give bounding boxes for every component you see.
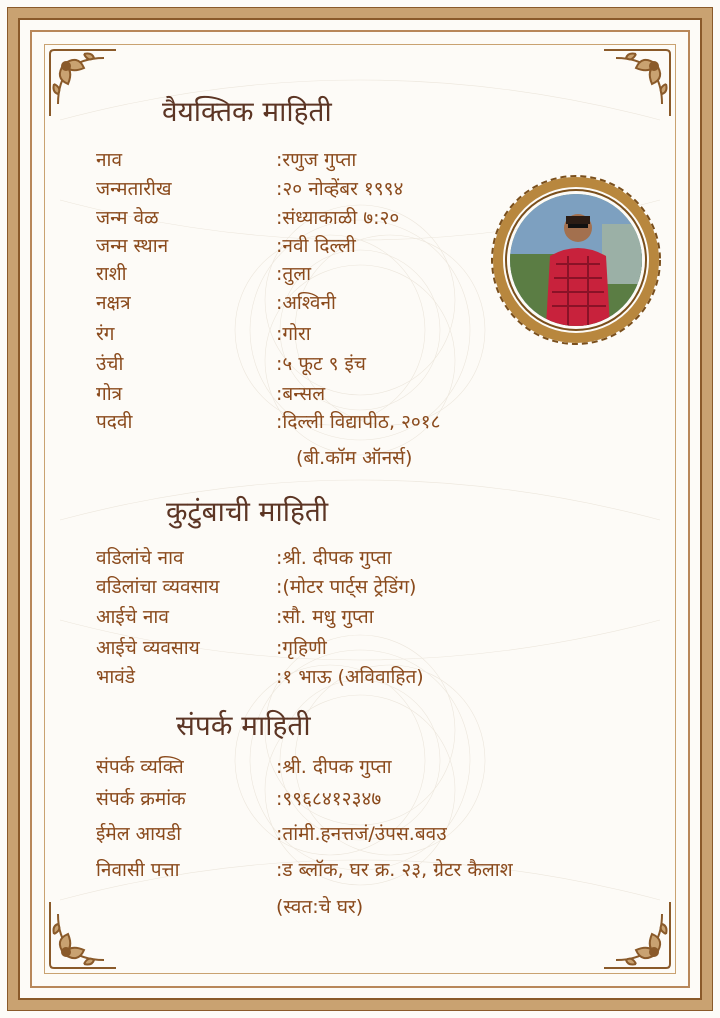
row-value: : तुला bbox=[276, 260, 311, 286]
row-label: निवासी पत्ता bbox=[96, 859, 180, 881]
row-label: आईचे नाव bbox=[96, 606, 169, 628]
row-label: नाव bbox=[96, 149, 123, 171]
row-value: : गृहिणी bbox=[276, 634, 327, 660]
row-value: : ड ब्लॉक, घर क्र. २३, ग्रेटर कैलाश bbox=[276, 856, 513, 882]
row-label: भावंडे bbox=[96, 666, 136, 688]
family-heading: कुटुंबाची माहिती bbox=[166, 495, 329, 528]
personal-heading: वैयक्तिक माहिती bbox=[162, 95, 332, 128]
row-value: : संध्याकाळी ७:२० bbox=[276, 204, 399, 230]
row-label: उंची bbox=[96, 353, 124, 375]
profile-photo bbox=[510, 194, 642, 326]
row-label: संपर्क व्यक्ति bbox=[96, 756, 184, 778]
floral-corner-icon bbox=[598, 896, 676, 974]
row-value: : श्री. दीपक गुप्ता bbox=[276, 753, 392, 779]
row-value: : (मोटर पार्ट्स ट्रेडिंग) bbox=[276, 573, 416, 599]
profile-photo-frame bbox=[490, 174, 662, 346]
row-label: रंग bbox=[96, 323, 115, 345]
contact-heading: संपर्क माहिती bbox=[176, 709, 311, 742]
row-value: : रणुज गुप्ता bbox=[276, 146, 356, 172]
row-value: : १ भाऊ (अविवाहित) bbox=[276, 663, 424, 689]
row-label: वडिलांचा व्यवसाय bbox=[96, 576, 220, 598]
row-value: : गोरा bbox=[276, 320, 311, 346]
row-value: : ५ फूट ९ इंच bbox=[276, 350, 366, 376]
row-label: गोत्र bbox=[96, 383, 123, 405]
row-value: : अश्विनी bbox=[276, 289, 336, 315]
portrait-icon bbox=[510, 194, 642, 326]
row-value: : श्री. दीपक गुप्ता bbox=[276, 544, 392, 570]
row-label: संपर्क क्रमांक bbox=[96, 788, 186, 810]
row-value: : ९९६८४१२३४७ bbox=[276, 785, 381, 811]
row-value: : २० नोव्हेंबर १९९४ bbox=[276, 175, 403, 201]
row-value: : सौ. मधु गुप्ता bbox=[276, 603, 374, 629]
row-label: आईचे व्यवसाय bbox=[96, 637, 200, 659]
row-value: : बन्सल bbox=[276, 380, 325, 406]
floral-corner-icon bbox=[44, 44, 122, 122]
row-label: वडिलांचे नाव bbox=[96, 547, 184, 569]
row-value: : नवी दिल्ली bbox=[276, 232, 356, 258]
address-note: (स्वत:चे घर) bbox=[276, 896, 364, 918]
row-label: पदवी bbox=[96, 411, 133, 433]
row-label: ईमेल आयडी bbox=[96, 823, 182, 845]
floral-corner-icon bbox=[44, 896, 122, 974]
row-label: नक्षत्र bbox=[96, 292, 131, 314]
row-label: जन्म स्थान bbox=[96, 235, 169, 257]
degree-note: (बी.कॉम ऑनर्स) bbox=[296, 447, 413, 469]
row-value: : तांमी.हनत्तजं/उंपस.बवउ bbox=[276, 820, 447, 846]
row-label: जन्मतारीख bbox=[96, 178, 172, 200]
row-label: राशी bbox=[96, 263, 127, 285]
floral-corner-icon bbox=[598, 44, 676, 122]
row-value: : दिल्ली विद्यापीठ, २०१८ bbox=[276, 408, 441, 434]
row-label: जन्म वेळ bbox=[96, 207, 159, 229]
